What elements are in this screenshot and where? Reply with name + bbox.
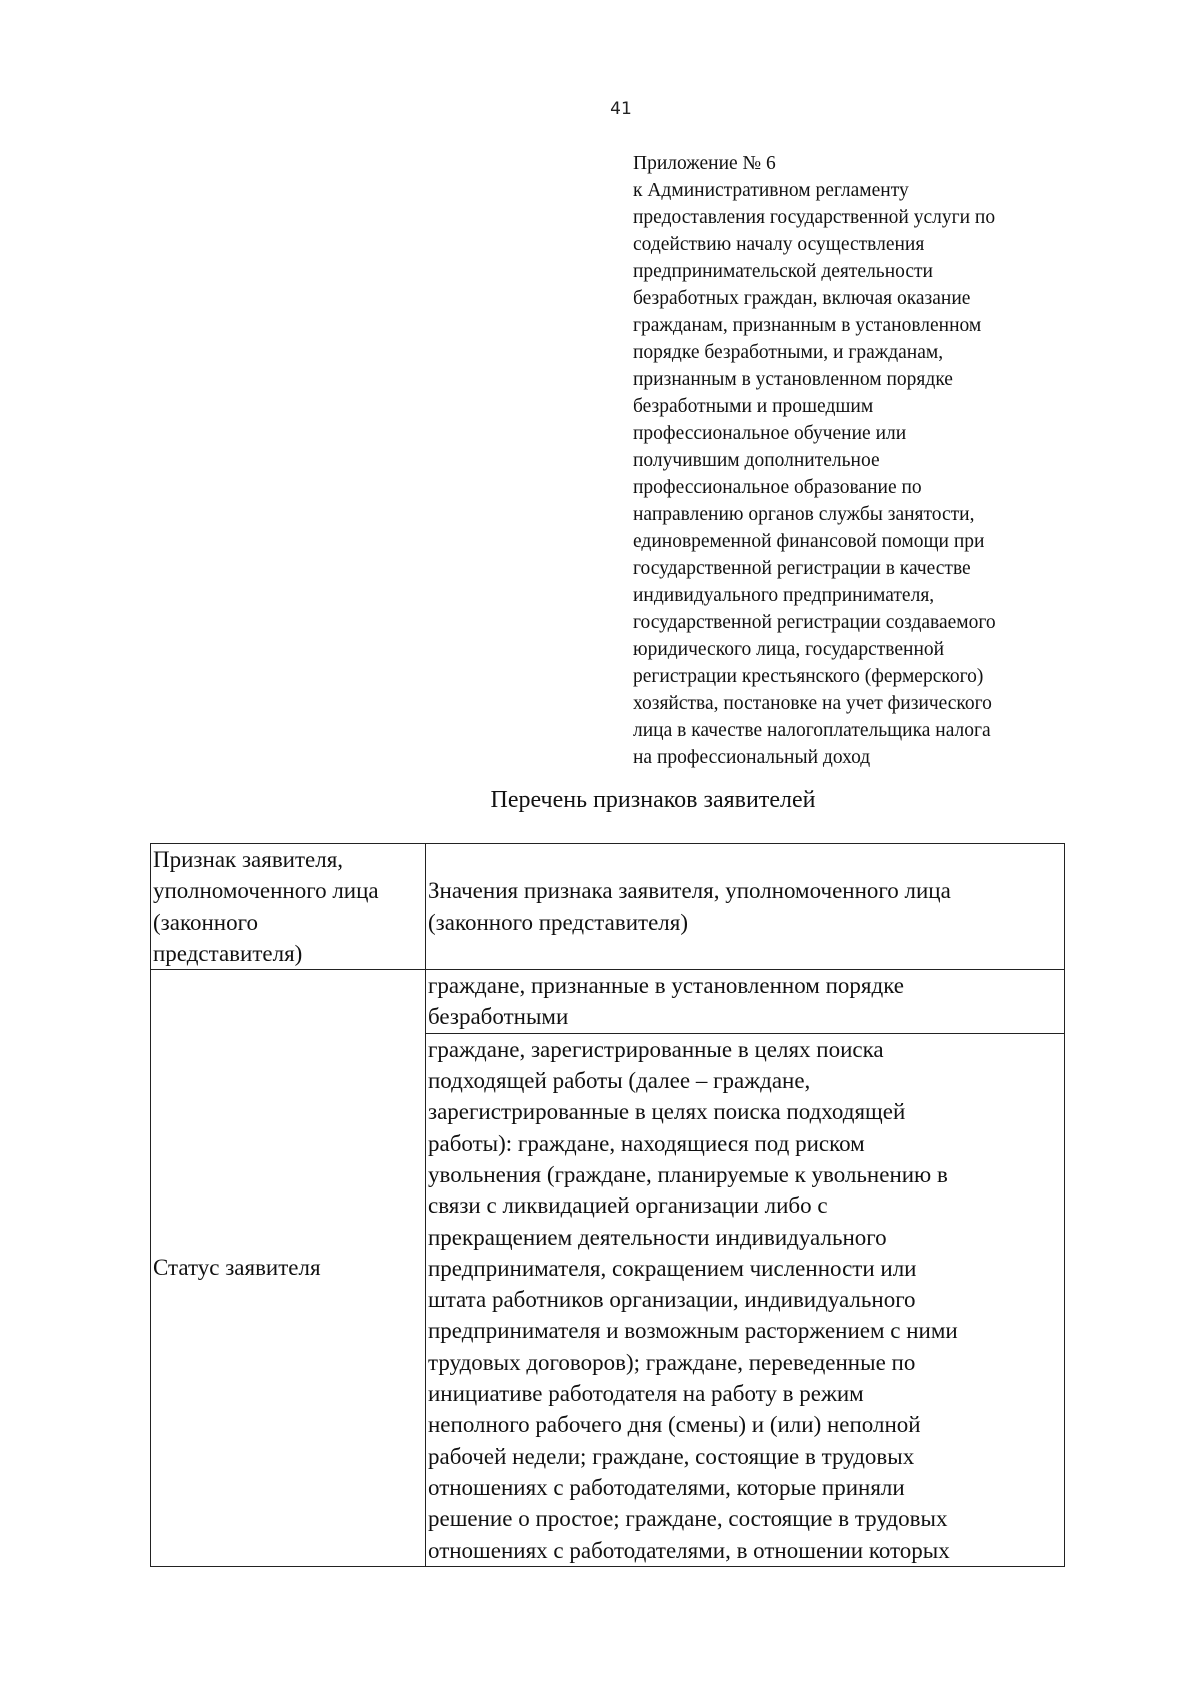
value-line: граждане, зарегистрированные в целях поиска <box>428 1036 884 1062</box>
appendix-line: государственной регистрации создаваемого <box>633 612 996 633</box>
appendix-line: безработными и прошедшим <box>633 396 874 417</box>
appendix-line: направлению органов службы занятости, <box>633 504 975 525</box>
value-line: отношениях с работодателями, в отношении которых <box>428 1537 950 1563</box>
page-number: 41 <box>610 99 632 119</box>
appendix-line: государственной регистрации в качестве <box>633 558 971 579</box>
status-label-cell: Статус заявителя <box>151 970 426 1567</box>
header-value-line: (законного представителя) <box>428 909 688 935</box>
value-line: неполного рабочего дня (смены) и (или) неполной <box>428 1412 921 1438</box>
header-value-cell <box>426 844 1065 970</box>
value-line: штата работников организации, индивидуального <box>428 1287 916 1313</box>
value-line: трудовых договоров); граждане, переведенные по <box>428 1349 916 1375</box>
appendix-line: получившим дополнительное <box>633 450 880 471</box>
value-line: рабочей недели; граждане, состоящие в трудовых <box>428 1443 915 1469</box>
table-row <box>151 970 1065 1034</box>
appendix-line: профессиональное образование по <box>633 477 922 498</box>
appendix-line: индивидуального предпринимателя, <box>633 585 935 606</box>
appendix-line: юридического лица, государственной <box>633 639 945 660</box>
value-line: граждане, признанные в установленном порядке <box>428 973 905 999</box>
appendix-line: единовременной финансовой помощи при <box>633 531 985 552</box>
appendix-line: порядке безработными, и гражданам, <box>633 342 944 363</box>
appendix-line: содействию началу осуществления <box>633 234 925 255</box>
header-attribute-line: представителя) <box>153 940 303 966</box>
value-line: инициативе работодателя на работу в режим <box>428 1381 864 1407</box>
header-attribute-cell <box>151 844 426 970</box>
appendix-block <box>633 150 1083 771</box>
value-cell-registered <box>426 1033 1065 1566</box>
header-value-line: Значения признака заявителя, уполномоченного лица <box>428 878 951 904</box>
value-line: связи с ликвидацией организации либо с <box>428 1193 828 1219</box>
value-line: отношениях с работодателями, которые приняли <box>428 1474 905 1500</box>
value-line: предпринимателя и возможным расторжением с ними <box>428 1318 958 1344</box>
value-line: зарегистрированные в целях поиска подходящей <box>428 1099 906 1125</box>
header-attribute-line: уполномоченного лица <box>153 878 379 904</box>
value-line: прекращением деятельности индивидуального <box>428 1224 887 1250</box>
value-line: безработными <box>428 1004 569 1030</box>
value-line: предпринимателя, сокращением численности или <box>428 1255 917 1281</box>
value-cell-unemployed <box>426 970 1065 1034</box>
appendix-line: к Административном регламенту <box>633 180 909 201</box>
appendix-line: на профессиональный доход <box>633 747 871 768</box>
appendix-line: безработных граждан, включая оказание <box>633 288 971 309</box>
header-attribute-line: Признак заявителя, <box>153 847 344 872</box>
appendix-line: признанным в установленном порядке <box>633 369 953 390</box>
appendix-line: регистрации крестьянского (фермерского) <box>633 666 984 687</box>
value-line: увольнения (граждане, планируемые к увольнению в <box>428 1161 948 1187</box>
appendix-line: лица в качестве налогоплательщика налога <box>633 720 991 741</box>
value-line: подходящей работы (далее – граждане, <box>428 1068 811 1094</box>
value-line: решение о простое; граждане, состоящие в трудовых <box>428 1506 948 1532</box>
appendix-line: предпринимательской деятельности <box>633 261 933 282</box>
header-attribute-line: (законного <box>153 909 258 935</box>
appendix-line: предоставления государственной услуги по <box>633 207 996 228</box>
table-header-row <box>151 844 1065 970</box>
appendix-line: хозяйства, постановке на учет физического <box>633 693 992 714</box>
applicant-attributes-table <box>150 843 1065 1567</box>
appendix-line: профессиональное обучение или <box>633 423 907 444</box>
appendix-line: гражданам, признанным в установленном <box>633 315 982 336</box>
appendix-line: Приложение № 6 <box>633 153 776 174</box>
document-title: Перечень признаков заявителей <box>490 787 816 813</box>
value-line: работы): граждане, находящиеся под риском <box>428 1130 865 1156</box>
